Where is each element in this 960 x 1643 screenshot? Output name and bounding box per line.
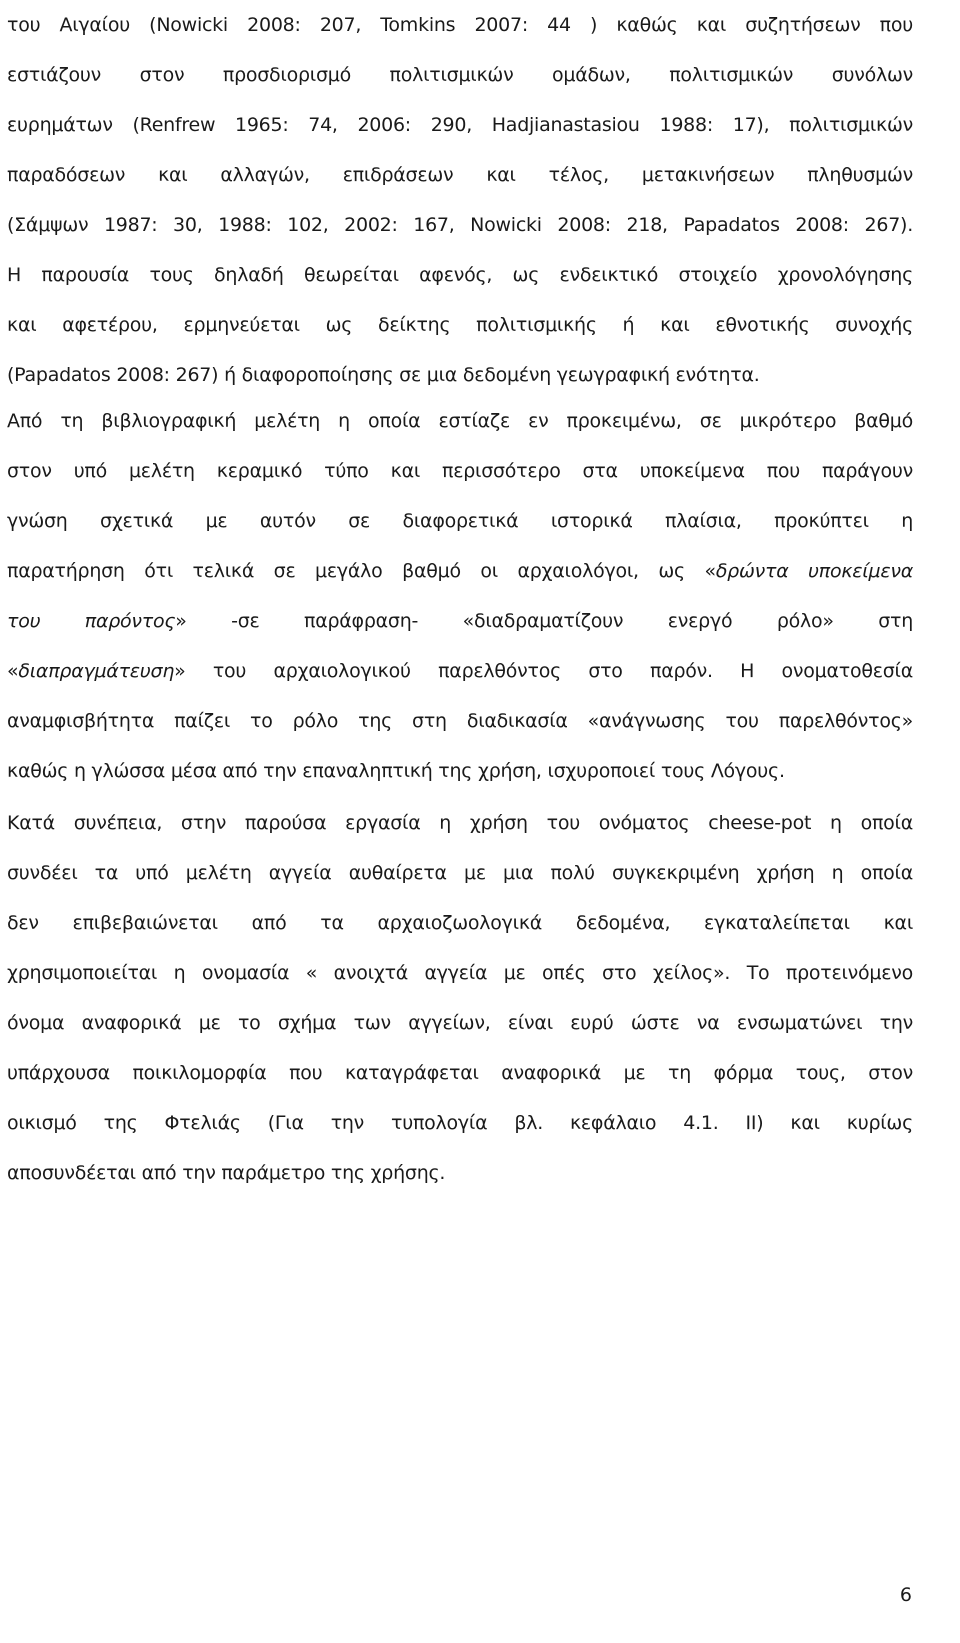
text-line: Από τη βιβλιογραφική μελέτη η οποία εστίαζε εν προκειμένω, σε μικρότερο βαθμό [7,410,913,432]
text-line: υπάρχουσα ποικιλομορφία που καταγράφεται αναφορικά με τη φόρμα τους, στον [7,1062,913,1084]
text-run: « [7,660,19,682]
text-line: στον υπό μελέτη κεραμικό τύπο και περισσότερο στα υποκείμενα που παράγουν [7,460,913,482]
text-line: εστιάζουν στον προσδιορισμό πολιτισμικών ομάδων, πολιτισμικών συνόλων [7,64,913,86]
text-line: (Σάμψων 1987: 30, 1988: 102, 2002: 167, Nowicki 2008: 218, Papadatos 2008: 267). [7,214,913,236]
text-line [7,596,913,646]
italic-text: του παρόντος [7,610,176,632]
paragraph-3 [7,798,913,1198]
text-line [7,546,913,596]
text-line: αναμφισβήτητα παίζει το ρόλο της στη διαδικασία «ανάγνωσης του παρελθόντος» [7,710,913,732]
text-line: και αφετέρου, ερμηνεύεται ως δείκτης πολιτισμικής ή και εθνοτικής συνοχής [7,314,913,336]
text-run: παρατήρηση ότι τελικά σε μεγάλο βαθμό οι αρχαιολόγοι, ως « [7,560,716,582]
text-line: Κατά συνέπεια, στην παρούσα εργασία η χρήση του ονόματος cheese-pot η οποία [7,812,913,834]
text-line: αποσυνδέεται από την παράμετρο της χρήσης. [7,1162,446,1184]
italic-text: διαπραγμάτευση [18,660,175,682]
page-number: 6 [899,1584,912,1606]
text-line: όνομα αναφορικά με το σχήμα των αγγείων, είναι ευρύ ώστε να ενσωματώνει την [7,1012,913,1034]
text-line [7,646,913,696]
text-line: γνώση σχετικά με αυτόν σε διαφορετικά ιστορικά πλαίσια, προκύπτει η [7,510,913,532]
text-line: δεν επιβεβαιώνεται από τα αρχαιοζωολογικά δεδομένα, εγκαταλείπεται και [7,912,913,934]
text-line: συνδέει τα υπό μελέτη αγγεία αυθαίρετα με μια πολύ συγκεκριμένη χρήση η οποία [7,862,913,884]
italic-text: δρώντα υποκείμενα [715,560,913,582]
text-line: Η παρουσία τους δηλαδή θεωρείται αφενός, ως ενδεικτικό στοιχείο χρονολόγησης [7,264,913,286]
text-line: (Papadatos 2008: 267) ή διαφοροποίησης σε μια δεδομένη γεωγραφική ενότητα. [7,364,760,386]
paragraph-1 [7,0,913,400]
text-line: καθώς η γλώσσα μέσα από την επαναληπτική της χρήση, ισχυροποιεί τους Λόγους. [7,760,785,782]
text-run: » -σε παράφραση- «διαδραματίζουν ενεργό ρόλο» στη [175,610,913,632]
text-run: » του αρχαιολογικού παρελθόντος στο παρόν. Η ονοματοθεσία [174,660,913,682]
text-line: ευρημάτων (Renfrew 1965: 74, 2006: 290, Hadjianastasiou 1988: 17), πολιτισμικών [7,114,913,136]
text-line: χρησιμοποιείται η ονομασία « ανοιχτά αγγεία με οπές στο χείλος». Το προτεινόμενο [7,962,913,984]
text-line: οικισμό της Φτελιάς (Για την τυπολογία βλ. κεφάλαιο 4.1. ΙΙ) και κυρίως [7,1112,913,1134]
paragraph-2 [7,396,913,796]
text-line: παραδόσεων και αλλαγών, επιδράσεων και τέλος, μετακινήσεων πληθυσμών [7,164,913,186]
text-line: του Αιγαίου (Nowicki 2008: 207, Tomkins 2007: 44 ) καθώς και συζητήσεων που [7,14,913,36]
